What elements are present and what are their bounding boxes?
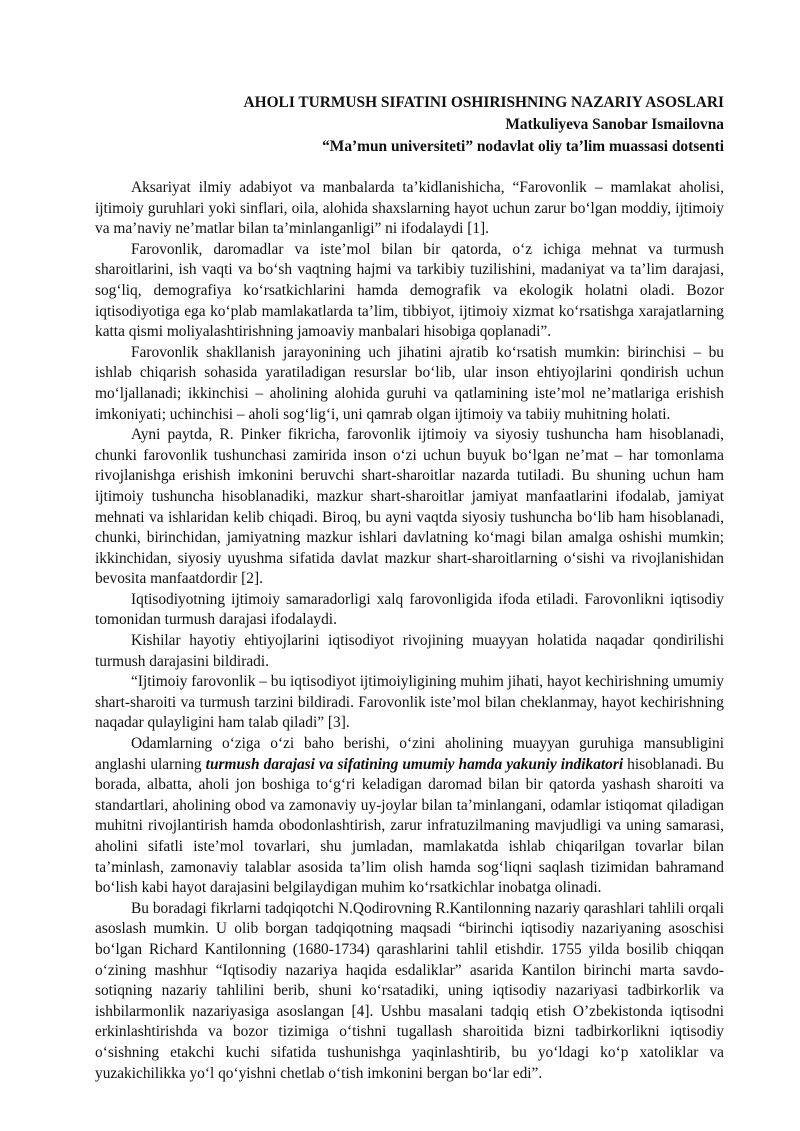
paragraph-8-text-start: Odamlarning o‘ziga o‘zi baho berishi, o‘zini aholining muayyan guruhiga mansubligini anglashi ularning bbox=[95, 735, 724, 773]
paragraph-3: Farovonlik shakllanish jarayonining uch jihatini ajratib ko‘rsatish mumkin: birinchisi – bu ishlab chiqarish sohasida yaratiladigan resurslar bo‘lib, ular inson ehtiyojlarini qondirish uchun mo‘ljallanadi; ikkinchisi – aholining alohida guruhi va qatlamining iste’mol ne’matlariga erishish imkoniyati; uchinchisi – aholi sog‘lig‘i, uni qamrab olgan ijtimoiy va tabiiy muhitning holati. bbox=[95, 343, 724, 423]
paragraph-4: Ayni paytda, R. Pinker fikricha, farovonlik ijtimoiy va siyosiy tushuncha ham hisoblanadi, chunki farovonlik tushunchasi zamirida inson o‘zi uchun buyuk bo‘lgan ne’mat – har tomonlama rivojlanishga erishish imkonini beruvchi shart-sharoitlar nazarda tutiladi. Bu shuning uchun ham ijtimoiy tushuncha hisoblanadiki, mazkur shart-sharoitlar jamiyat manfaatlarini ifodalab, jamiyat mehnati va ishlaridan kelib chiqadi. Biroq, bu ayni vaqtda siyosiy tushuncha bo‘lib ham hisoblanadi, chunki, birinchidan, jamiyatning mazkur ishlari davlatning ko‘magi bilan amalga oshishi mumkin; ikkinchidan, siyosiy uyushma sifatida davlat mazkur shart-sharoitlarning o‘sishi va rivojlanishidan bevosita manfaatdordir [2]. bbox=[95, 426, 724, 588]
paragraph-2: Farovonlik, daromadlar va iste’mol bilan bir qatorda, o‘z ichiga mehnat va turmush sharoitlarini, ish vaqti va bo‘sh vaqtning hajmi va tarkibiy tuzilishini, madaniyat va ta’lim darajasi, sog‘liq, demografiya ko‘rsatkichlarini hamda demografik va ekologik holatni oladi. Bozor iqtisodiyotiga ega ko‘plab mamlakatlarda ta’lim, tibbiyot, ijtimoiy xizmat ko‘rsatishga xarajatlarning katta qismi moliyalashtirishning jamoaviy manbalari hisobiga qoplanadi”. bbox=[95, 240, 724, 341]
paragraph-8-emphasis: turmush darajasi va sifatining umumiy hamda yakuniy indikatori bbox=[205, 755, 624, 773]
paragraph-7: “Ijtimoiy farovonlik – bu iqtisodiyot ijtimoiyligining muhim jihati, hayot kechirishning umumiy shart-sharoiti va turmush tarzini bildiradi. Farovonlik iste’mol bilan cheklanmay, hayot kechirishning naqadar qulayligini ham talab qiladi” [3]. bbox=[95, 673, 724, 732]
paragraph-6: Kishilar hayotiy ehtiyojlarini iqtisodiyot rivojining muayyan holatida naqadar qondirilishi turmush darajasini bildiradi. bbox=[95, 632, 724, 670]
article-title: AHOLI TURMUSH SIFATINI OSHIRISHNING NAZARIY ASOSLARI bbox=[243, 94, 724, 111]
paragraph-9: Bu boradagi fikrlarni tadqiqotchi N.Qodirovning R.Kantilonning nazariy qarashlari tahlili orqali asoslash mumkin. U olib borgan tadqiqotning maqsadi “birinchi iqtisodiy nazariyaning asoschisi bo‘lgan Richard Kantilonning (1680-1734) qarashlarini tahlil etishdir. 1755 yilda bosilib chiqqan o‘zining mashhur “Iqtisodiy nazariya haqida esdaliklar” asarida Kantilon birinchi marta savdo-sotiqning nazariy tahlilini berib, shuni ko‘rsatadiki, uning iqtisodiy nazariyasi tadbirkorlik va ishbilarmonlik nazariyasiga asoslangan [4]. Ushbu masalani tadqiq etish O’zbekistonda iqtisodni erkinlashtirishda va bozor tizimiga o‘tishni tugallash sharoitida bizni tadbirkorlikni iqtisodiy o‘sishning etakchi kuchi sifatida tushunishga yaqinlashtirib, bu yo‘ldagi ko‘p xatoliklar va yuzakichilikka yo‘l qo‘yishni chetlab o‘tish imkonini bergan bo‘lar edi”. bbox=[95, 899, 724, 1082]
author-name: Matkuliyeva Sanobar Ismailovna bbox=[505, 116, 724, 133]
document-page bbox=[95, 92, 724, 1084]
paragraph-1: Aksariyat ilmiy adabiyot va manbalarda ta’kidlanishicha, “Farovonlik – mamlakat aholisi, ijtimoiy guruhlari yoki sinflari, oila, alohida shaxslarning hayot uchun zarur bo‘lgan moddiy, ijtimoiy va ma’naviy ne’matlar bilan ta’minlanganligi” ni ifodalaydi [1]. bbox=[95, 179, 724, 238]
author-affiliation: “Ma’mun universiteti” nodavlat oliy ta’lim muassasi dotsenti bbox=[322, 138, 724, 155]
paragraph-5: Iqtisodiyotning ijtimoiy samaradorligi xalq farovonligida ifoda etiladi. Farovonlikni iqtisodiy tomonidan turmush darajasi ifodalaydi. bbox=[95, 590, 724, 629]
paragraph-8 bbox=[95, 734, 724, 899]
paragraph-8-text-end: hisoblanadi. Bu borada, albatta, aholi jon boshiga to‘g‘ri keladigan daromad bilan bir qatorda yashash sharoiti va standartlari, aholining obod va zamonaviy uy-joylar bilan ta’minlangani, odamlar istiqomat qiladigan muhitni rivojlantirish hamda obodonlashtirish, zarur infratuzilmaning mavjudligi va uning samarasi, aholini sifatli iste’mol tovarlari, shu jumladan, mamlakatda ishlab chiqarilgan tovarlar bilan ta’minlash, zamonaviy talablar asosida ta’lim olish hamda sog‘liqni saqlash tizimidan bahramand bo‘lish kabi hayot darajasini belgilaydigan muhim ko‘rsatkichlar inobatga olinadi. bbox=[95, 755, 724, 897]
